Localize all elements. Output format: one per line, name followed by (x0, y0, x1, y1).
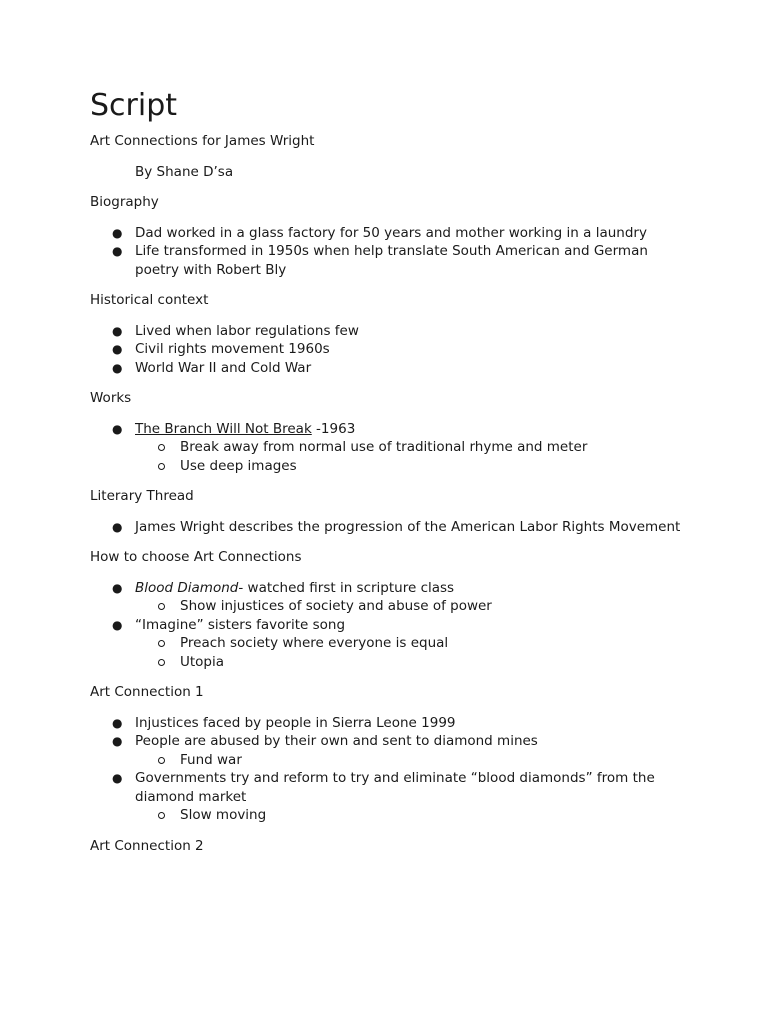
document-title: Script (90, 88, 178, 123)
hollow-bullet-icon (158, 812, 165, 819)
list-item: ● The Branch Will Not Break -1963 Break away from normal use of traditional rhyme and meter Use deep images (90, 420, 688, 476)
art-connection-1-list (90, 714, 688, 825)
works-list (90, 420, 688, 476)
bullet-icon: ● (112, 342, 123, 356)
work-title: The Branch Will Not Break (135, 420, 312, 437)
sub-list (135, 806, 688, 825)
section-heading-how-to-choose: How to choose Art Connections (90, 549, 302, 565)
sub-list (135, 634, 688, 671)
hollow-bullet-icon (158, 463, 165, 470)
hollow-bullet-icon (158, 444, 165, 451)
film-title: Blood Diamond (135, 579, 239, 596)
section-heading-literary-thread: Literary Thread (90, 488, 194, 504)
list-item: ● Civil rights movement 1960s (112, 341, 330, 357)
document-subtitle: Art Connections for James Wright (90, 133, 315, 149)
sub-list (135, 597, 688, 616)
bullet-icon: ● (112, 360, 123, 375)
list-item: ● Life transformed in 1950s when help translate South American and German poetry with Robert Bly (112, 243, 648, 278)
sub-list-item: Slow moving (135, 806, 688, 825)
sub-list (135, 751, 688, 770)
bullet-icon: ● (112, 519, 123, 534)
sub-list-item: Utopia (135, 653, 688, 672)
byline: By Shane D’sa (135, 163, 234, 180)
list-item: ● Dad worked in a glass factory for 50 years and mother working in a laundry (112, 224, 647, 241)
choose-list (90, 579, 688, 672)
section-heading-historical-context: Historical context (90, 292, 209, 308)
sub-list-item: Use deep images (135, 457, 688, 476)
biography-list (90, 224, 688, 280)
sub-list-item: Preach society where everyone is equal (135, 634, 688, 653)
list-item: ● Governments try and reform to try and eliminate “blood diamonds” from the diamond market Slow moving (90, 769, 688, 825)
section-heading-works: Works (90, 390, 132, 406)
list-item: ● “Imagine” sisters favorite song Preach society where everyone is equal Utopia (90, 616, 688, 672)
list-item: ● World War II and Cold War (112, 359, 312, 376)
list-item: ● Blood Diamond- watched first in scripture class Show injustices of society and abuse of power (90, 579, 688, 616)
list-item: ● Lived when labor regulations few (112, 322, 359, 339)
bullet-icon: ● (112, 244, 123, 258)
sub-list-item: Show injustices of society and abuse of power (135, 597, 688, 616)
thread-list (90, 518, 688, 537)
hollow-bullet-icon (158, 603, 165, 610)
bullet-icon: ● (112, 580, 123, 595)
list-item: ● Injustices faced by people in Sierra Leone 1999 (112, 714, 456, 731)
list-item: ● James Wright describes the progression of the American Labor Rights Movement (112, 518, 681, 535)
section-heading-biography: Biography (90, 194, 159, 210)
bullet-icon: ● (112, 421, 123, 436)
bullet-icon: ● (112, 715, 123, 730)
sub-list-item: Fund war (135, 751, 688, 770)
list-item: ● People are abused by their own and sent to diamond mines Fund war (90, 732, 688, 769)
bullet-icon: ● (112, 225, 123, 240)
sub-list-item: Break away from normal use of traditional rhyme and meter (135, 438, 688, 457)
sub-list (135, 438, 688, 475)
hollow-bullet-icon (158, 640, 165, 647)
section-heading-art-connection-1: Art Connection 1 (90, 684, 204, 700)
historical-list (90, 322, 688, 378)
bullet-icon: ● (112, 323, 123, 338)
bullet-icon: ● (112, 734, 123, 748)
section-heading-art-connection-2: Art Connection 2 (90, 837, 204, 854)
bullet-icon: ● (112, 771, 123, 785)
hollow-bullet-icon (158, 659, 165, 666)
bullet-icon: ● (112, 617, 123, 632)
hollow-bullet-icon (158, 757, 165, 764)
